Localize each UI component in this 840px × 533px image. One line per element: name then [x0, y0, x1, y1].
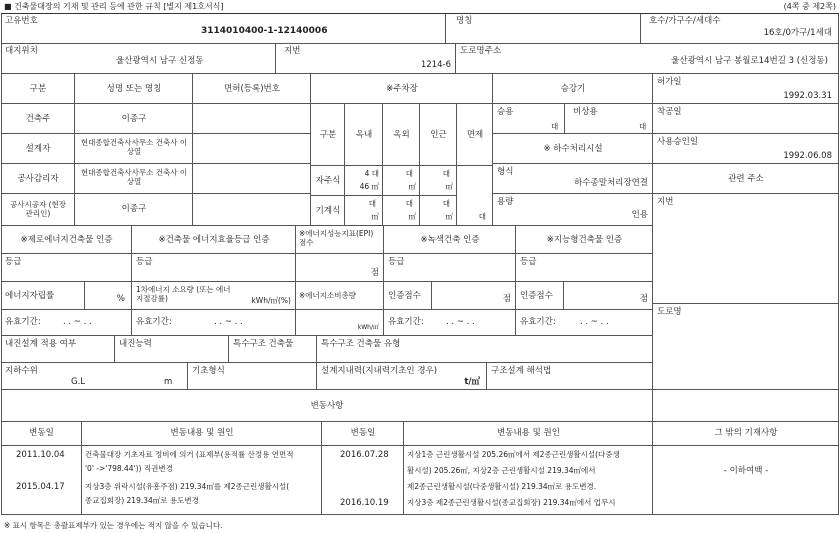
- elevator-title-cell: 승강기: [493, 74, 653, 104]
- road-cell: [456, 44, 839, 74]
- parking-kind-header: 구분: [311, 104, 345, 166]
- zero-grade-cell: 등급: [1, 254, 132, 282]
- change-dates-right: [322, 446, 404, 515]
- builder-license-cell: [193, 194, 311, 226]
- changes-title-right: [653, 390, 839, 422]
- change-date: 2016.10.19: [340, 498, 389, 508]
- parking-mech-near: 대 ㎡: [420, 196, 457, 226]
- permit-date-cell: 허가일 1992.03.31: [653, 74, 839, 104]
- change-date: 2011.10.04: [16, 450, 65, 460]
- change-date-header-left: 변동일: [1, 422, 82, 446]
- supervisor-name-cell: 현대종합건축사사무소 건축사 이상열: [75, 164, 193, 194]
- related-address-header: 관련 주소: [653, 164, 839, 194]
- change-line: 제2종근린생활시설(다중생활시설) 219.34㎡로 용도변경.: [407, 482, 597, 491]
- parking-title-cell: ※주차장: [311, 74, 493, 104]
- green-grade-cell: 등급: [384, 254, 516, 282]
- parking-self-label: 자주식: [311, 166, 345, 196]
- change-line: 지상3층 제2종근린생활시설(종교집회장) 219.34㎡에서 업무시: [407, 498, 616, 507]
- parking-indoor-header: 옥내: [345, 104, 383, 166]
- sewage-title-cell: ※ 하수처리시설: [493, 134, 653, 164]
- form-regulation: ■ 건축물대장의 기재 및 관리 등에 관한 규칙 [별지 제1호서식]: [4, 2, 224, 11]
- site-label: 대지위치: [5, 46, 38, 56]
- start-date-cell: 착공일: [653, 104, 839, 134]
- epi-score-cell: 점: [296, 254, 384, 282]
- sewage-capacity-cell: 용량 인용: [493, 194, 653, 226]
- change-line: 지상3층 위락시설(유흥주점) 219.34㎡를 제2종근린생활시설(: [85, 482, 290, 491]
- elevator-passenger-cell: 승용 대: [493, 104, 565, 134]
- efficiency-grade-cell: 등급: [132, 254, 296, 282]
- efficiency-header: ※건축물 에너지효율등급 인증: [132, 226, 296, 254]
- seismic-apply-cell: 내진설계 적용 여부: [1, 336, 115, 363]
- lot-cell: [276, 44, 456, 74]
- elevator-emergency-cell: 비상용 대: [565, 104, 653, 134]
- changes-title-cell: 변동사항: [1, 390, 653, 422]
- people-kind-header: 구분: [1, 74, 75, 104]
- self-rate-value-cell: %: [85, 282, 132, 310]
- smart-header: ※지능형건축물 인증: [516, 226, 653, 254]
- builder-label-cell: 공사시공자 (현장관리인): [1, 194, 75, 226]
- footnote: ※ 표시 항목은 총괄표제부가 있는 경우에는 적지 않을 수 있습니다.: [4, 521, 223, 530]
- site-value: 울산광역시 남구 신정동: [116, 56, 204, 66]
- consumption-unit-cell: kWh/㎡: [296, 310, 384, 336]
- approval-date-cell: 사용승인일 1992.06.08: [653, 134, 839, 164]
- road-value: 울산광역시 남구 봉월로14번길 3 (신정동): [671, 56, 828, 66]
- zero-validity-cell: 유효기간: . . ~ . .: [1, 310, 132, 336]
- related-lot-cell: 지번: [653, 194, 839, 304]
- change-line: 지상1층 근린생활시설 205.26㎡에서 제2종근린생활시설(다중생: [407, 450, 620, 459]
- parking-self-indoor: 4 대 46 ㎡: [345, 166, 383, 196]
- foundation-cell: 기초형식: [188, 363, 317, 390]
- parking-mech-outdoor: 대 ㎡: [383, 196, 420, 226]
- lot-value: 1214-6: [420, 60, 451, 70]
- owner-name-cell: 이종구: [75, 104, 193, 134]
- households-value: 16호/0가구/1세대: [763, 28, 832, 38]
- supervisor-label-cell: 공사감리자: [1, 164, 75, 194]
- parking-exempt-value: 대: [457, 166, 493, 226]
- efficiency-validity-cell: 유효기간: . . ~ . .: [132, 310, 296, 336]
- parking-self-outdoor: 대 ㎡: [383, 166, 420, 196]
- lot-label: 지번: [284, 46, 301, 56]
- road-label: 도로명주소: [460, 46, 502, 56]
- epi-header: ※에너지성능지표(EPI) 점수: [296, 226, 384, 254]
- site-cell: [1, 44, 276, 74]
- related-road-cell: 도로명: [653, 304, 839, 390]
- builder-name-cell: 이종구: [75, 194, 193, 226]
- special-type-cell: 특수구조 건축물 유형: [317, 336, 653, 363]
- green-header: ※녹색건축 인증: [384, 226, 516, 254]
- owner-label-cell: 건축주: [1, 104, 75, 134]
- parking-near-header: 인근: [420, 104, 457, 166]
- zero-energy-header: ※제로에너지건축물 인증: [1, 226, 132, 254]
- green-score-value-cell: 점: [432, 282, 516, 310]
- smart-score-value-cell: 점: [564, 282, 653, 310]
- smart-grade-cell: 등급: [516, 254, 653, 282]
- sewage-type-cell: 형식 하수종말처리장연결: [493, 164, 653, 194]
- smart-score-label-cell: 인증점수: [516, 282, 564, 310]
- bearing-cell: 설계지내력(지내력기초인 경우) t/㎡: [317, 363, 487, 390]
- other-items-cell: - 이하여백 -: [653, 446, 839, 515]
- page-indicator: (4쪽 중 제2쪽): [783, 2, 836, 11]
- form-header: [0, 0, 840, 13]
- parking-mech-indoor: 대 ㎡: [345, 196, 383, 226]
- analysis-cell: 구조설계 해석법: [487, 363, 653, 390]
- change-date: 2015.04.17: [16, 482, 65, 492]
- consumption-cell: ※에너지소비총량: [296, 282, 384, 310]
- id-cell: [1, 14, 446, 44]
- primary-energy-cell: 1차에너지 소요량 (또는 에너지절감률) kWh/㎡(%): [132, 282, 296, 310]
- change-line: '0' ->'798.44')) 직권변경: [85, 464, 173, 473]
- seismic-capacity-cell: 내진능력: [115, 336, 229, 363]
- groundwater-cell: 지하수위 G.L m: [1, 363, 188, 390]
- name-label: 명칭: [456, 16, 473, 26]
- change-line: 활시설) 205.26㎡, 지상2층 근린생활시설 219.34㎡에서: [407, 466, 596, 475]
- parking-self-near: 대 ㎡: [420, 166, 457, 196]
- owner-license-cell: [193, 104, 311, 134]
- households-cell: [641, 14, 839, 44]
- households-label: 호수/가구수/세대수: [649, 16, 721, 26]
- smart-validity-cell: 유효기간: . . ~ . .: [516, 310, 653, 336]
- change-line: 건축물대장 기초자료 정비에 의거 (표제부(용적률 산정용 연면적: [85, 450, 294, 459]
- id-label: 고유번호: [5, 16, 38, 26]
- parking-exempt-header: 면제: [457, 104, 493, 166]
- designer-name-cell: 현대종합건축사사무소 건축사 이상열: [75, 134, 193, 164]
- change-contents-right: [404, 446, 653, 515]
- green-score-label-cell: 인증점수: [384, 282, 432, 310]
- name-cell: [446, 14, 641, 44]
- designer-license-cell: [193, 134, 311, 164]
- special-structure-cell: 특수구조 건축물: [229, 336, 317, 363]
- people-license-header: 면허(등록)번호: [193, 74, 311, 104]
- self-rate-label-cell: 에너지자립률: [1, 282, 85, 310]
- change-content-header-right: 변동내용 및 원인: [404, 422, 653, 446]
- designer-label-cell: 설계자: [1, 134, 75, 164]
- change-date-header-right: 변동일: [322, 422, 404, 446]
- change-date: 2016.07.28: [340, 450, 389, 460]
- change-line: 종교집회장) 219.34㎡로 용도변경: [85, 496, 199, 505]
- people-name-header: 성명 또는 명칭: [75, 74, 193, 104]
- green-validity-cell: 유효기간: . . ~ . .: [384, 310, 516, 336]
- change-contents-left: [82, 446, 322, 515]
- supervisor-license-cell: [193, 164, 311, 194]
- parking-outdoor-header: 옥외: [383, 104, 420, 166]
- change-dates-left: [1, 446, 82, 515]
- id-value: 3114010400-1-12140006: [201, 26, 328, 36]
- change-content-header-left: 변동내용 및 원인: [82, 422, 322, 446]
- other-items-header: 그 밖의 기재사항: [653, 422, 839, 446]
- parking-mech-label: 기계식: [311, 196, 345, 226]
